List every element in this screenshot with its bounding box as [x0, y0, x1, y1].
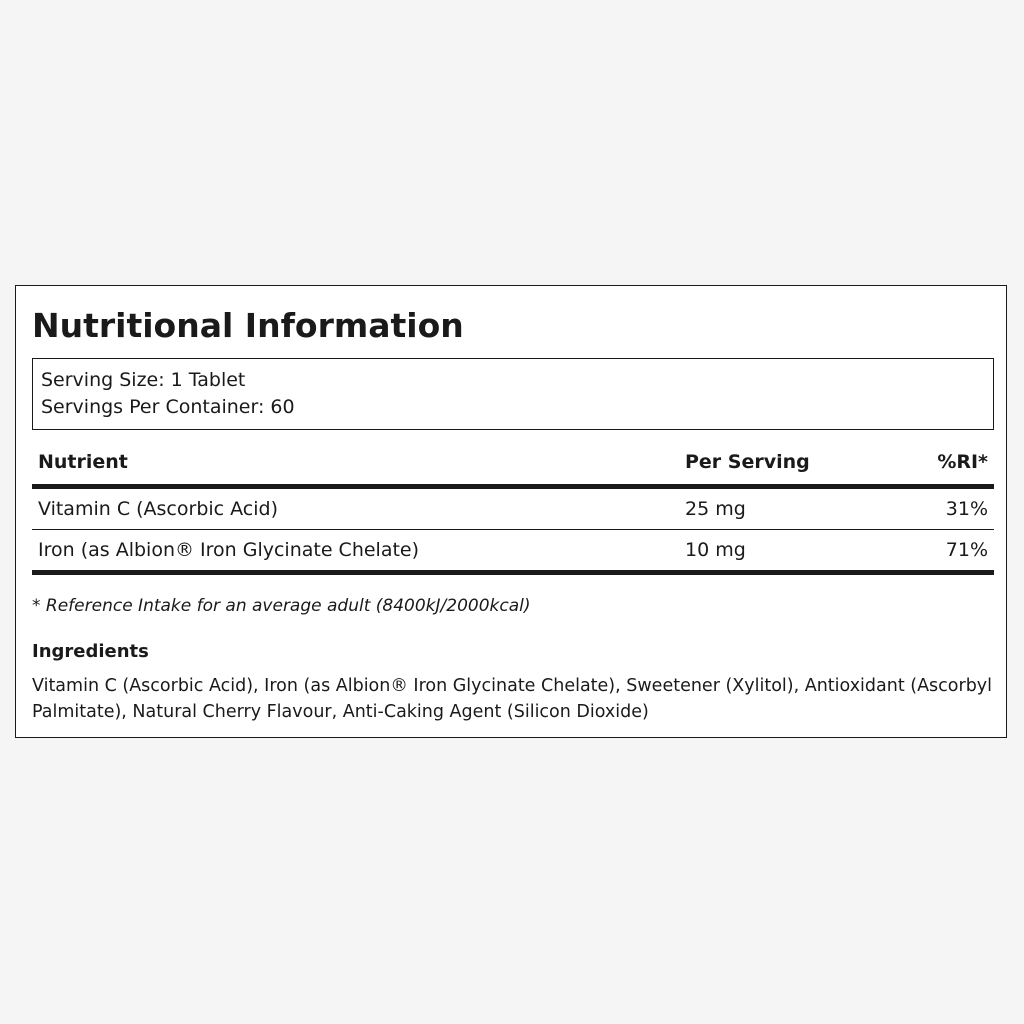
table-row	[32, 489, 994, 530]
ingredients-heading: Ingredients	[32, 641, 149, 662]
ri-value: 31%	[945, 498, 988, 520]
serving-info-box	[32, 358, 994, 430]
nutrient-name: Vitamin C (Ascorbic Acid)	[38, 498, 279, 520]
reference-intake-footnote: * Reference Intake for an average adult (8400kJ/2000kcal)	[32, 596, 531, 616]
column-header-ri: %RI*	[937, 451, 988, 473]
ri-value: 71%	[945, 539, 988, 561]
nutrient-table	[32, 444, 994, 575]
nutrition-panel	[15, 285, 1007, 738]
servings-per-container: Servings Per Container: 60	[41, 396, 295, 418]
table-header-row	[32, 444, 994, 489]
column-header-nutrient: Nutrient	[38, 451, 128, 473]
nutrient-name: Iron (as Albion® Iron Glycinate Chelate)	[38, 539, 420, 561]
column-header-per-serving: Per Serving	[685, 451, 810, 473]
panel-title: Nutritional Information	[32, 306, 464, 345]
per-serving-value: 25 mg	[685, 498, 746, 520]
per-serving-value: 10 mg	[685, 539, 746, 561]
ingredients-list: Vitamin C (Ascorbic Acid), Iron (as Albion® Iron Glycinate Chelate), Sweetener (Xylitol), Antioxidant (Ascorbyl Palmitate), Natural Cherry Flavour, Anti-Caking Agent (Silicon Dioxide)	[32, 676, 993, 722]
serving-size: Serving Size: 1 Tablet	[41, 369, 246, 391]
table-row	[32, 530, 994, 575]
